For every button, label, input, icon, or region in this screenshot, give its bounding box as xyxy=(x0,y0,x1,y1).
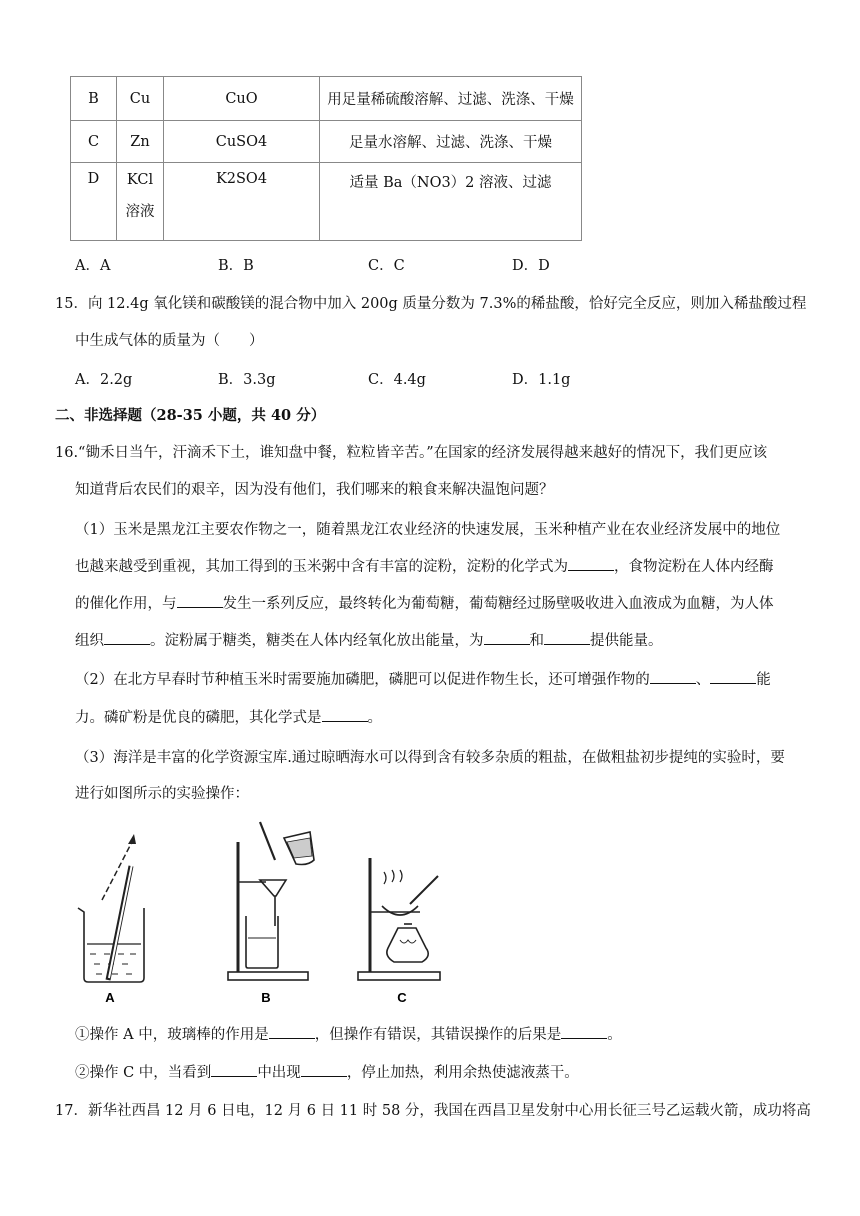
q15-option-a: A．2.2g xyxy=(75,372,133,388)
answer-blank[interactable] xyxy=(211,1062,257,1077)
q16-part1-line xyxy=(75,629,663,650)
answer-blank[interactable] xyxy=(301,1062,347,1077)
text: ，停止加热，利用余热使滤液蒸干。 xyxy=(346,1065,579,1081)
q16-part3-line: 进行如图所示的实验操作： xyxy=(75,786,249,802)
substance-cell: Cu xyxy=(117,77,164,121)
q16-line: 知道背后农民们的艰辛，因为没有他们，我们哪来的粮食来解决温饱问题？ xyxy=(75,482,554,498)
evaporation-apparatus-icon xyxy=(358,858,440,980)
text: 中出现 xyxy=(257,1065,301,1081)
text: 。 xyxy=(607,1027,622,1043)
q17-line: 17．新华社西昌 12 月 6 日电，12 月 6 日 11 时 58 分，我国在西昌卫星发射中心用长征三号乙运载火箭，成功将高 xyxy=(55,1103,811,1119)
q16-line: 16.“锄禾日当午，汗滴禾下土，谁知盘中餐，粒粒皆辛苦。”在国家的经济发展得越来越好的情况下，我们更应该 xyxy=(55,445,768,461)
text: 提供能量。 xyxy=(590,633,663,649)
text: ，但操作有错误，其错误操作的后果是 xyxy=(314,1027,562,1043)
text: 。淀粉属于糖类，糖类在人体内经氧化放出能量，为 xyxy=(150,633,484,649)
reagent-table xyxy=(70,76,582,241)
answer-blank[interactable] xyxy=(484,630,530,645)
section-heading: 二、非选择题（28-35 小题，共 40 分） xyxy=(55,407,326,424)
substance-line: 溶液 xyxy=(125,204,155,220)
figure-label-c: C xyxy=(397,990,407,1005)
q14-option-d: D．D xyxy=(512,258,550,274)
q14-option-b: B．B xyxy=(218,258,254,274)
text: 、 xyxy=(695,672,711,688)
text: （2）在北方早春时节种植玉米时需要施加磷肥，磷肥可以促进作物生长，还可增强作物的 xyxy=(75,672,650,688)
text: 和 xyxy=(529,633,544,649)
answer-blank[interactable] xyxy=(104,630,150,645)
answer-blank[interactable] xyxy=(561,1024,607,1039)
answer-blank[interactable] xyxy=(710,669,756,684)
substance-cell: Zn xyxy=(117,121,164,163)
figure-label-a: A xyxy=(105,990,115,1005)
q15-line: 15．向 12.4g 氧化镁和碳酸镁的混合物中加入 200g 质量分数为 7.3%的稀盐酸，恰好完全反应，则加入稀盐酸过程 xyxy=(55,296,807,312)
q16-subquestion-1 xyxy=(75,1023,622,1044)
q16-part3-line: （3）海洋是丰富的化学资源宝库.通过晾晒海水可以得到含有较多杂质的粗盐，在做粗盐初步提纯的实验时，要 xyxy=(75,750,785,766)
text: ①操作 A 中，玻璃棒的作用是 xyxy=(75,1027,269,1043)
text: 能 xyxy=(756,672,771,688)
figure-label-b: B xyxy=(261,990,271,1005)
text: ，食物淀粉在人体内经酶 xyxy=(614,559,774,575)
q15-option-b: B．3.3g xyxy=(218,372,276,388)
method-cell: 适量 Ba（NO3）2 溶液、过滤 xyxy=(320,163,582,241)
row-label: C xyxy=(71,121,117,163)
text: 组织 xyxy=(75,633,104,649)
text: 。 xyxy=(367,710,382,726)
q16-part2-line xyxy=(75,668,771,689)
q14-option-c: C．C xyxy=(368,258,405,274)
q14-option-a: A．A xyxy=(75,258,111,274)
substance-cell xyxy=(117,163,164,241)
table-row xyxy=(71,121,582,163)
table-row xyxy=(71,77,582,121)
text: 的催化作用，与 xyxy=(75,596,177,612)
text: 也越来越受到重视，其加工得到的玉米粥中含有丰富的淀粉，淀粉的化学式为 xyxy=(75,559,568,575)
answer-blank[interactable] xyxy=(650,669,696,684)
impurity-cell: CuO xyxy=(164,77,320,121)
q16-part2-line xyxy=(75,706,382,727)
answer-blank[interactable] xyxy=(269,1024,315,1039)
answer-blank[interactable] xyxy=(177,593,223,608)
q16-part1-line xyxy=(75,555,774,576)
table-row xyxy=(71,163,582,241)
experiment-figure xyxy=(70,820,450,1010)
row-label: B xyxy=(71,77,117,121)
method-cell: 足量水溶解、过滤、洗涤、干燥 xyxy=(320,121,582,163)
method-cell: 用足量稀硫酸溶解、过滤、洗涤、干燥 xyxy=(320,77,582,121)
text: 发生一系列反应，最终转化为葡萄糖，葡萄糖经过肠壁吸收进入血液成为血糖，为人体 xyxy=(222,596,774,612)
impurity-cell: K2SO4 xyxy=(164,163,320,241)
impurity-cell: CuSO4 xyxy=(164,121,320,163)
q16-part1-line: （1）玉米是黑龙江主要农作物之一，随着黑龙江农业经济的快速发展，玉米种植产业在农业经济发展中的地位 xyxy=(75,522,781,538)
substance-line: KCl xyxy=(126,172,154,188)
row-label: D xyxy=(71,163,117,241)
text: 力。磷矿粉是优良的磷肥，其化学式是 xyxy=(75,710,322,726)
answer-blank[interactable] xyxy=(568,556,614,571)
q15-line: 中生成气体的质量为（ ） xyxy=(75,333,264,349)
filtration-apparatus-icon xyxy=(228,822,314,980)
q15-option-d: D．1.1g xyxy=(512,372,571,388)
q16-part1-line xyxy=(75,592,774,613)
q15-option-c: C．4.4g xyxy=(368,372,426,388)
glass-rod-icon xyxy=(102,834,136,980)
answer-blank[interactable] xyxy=(544,630,590,645)
answer-blank[interactable] xyxy=(322,707,368,722)
q16-subquestion-2 xyxy=(75,1061,579,1082)
text: ②操作 C 中，当看到 xyxy=(75,1065,212,1081)
